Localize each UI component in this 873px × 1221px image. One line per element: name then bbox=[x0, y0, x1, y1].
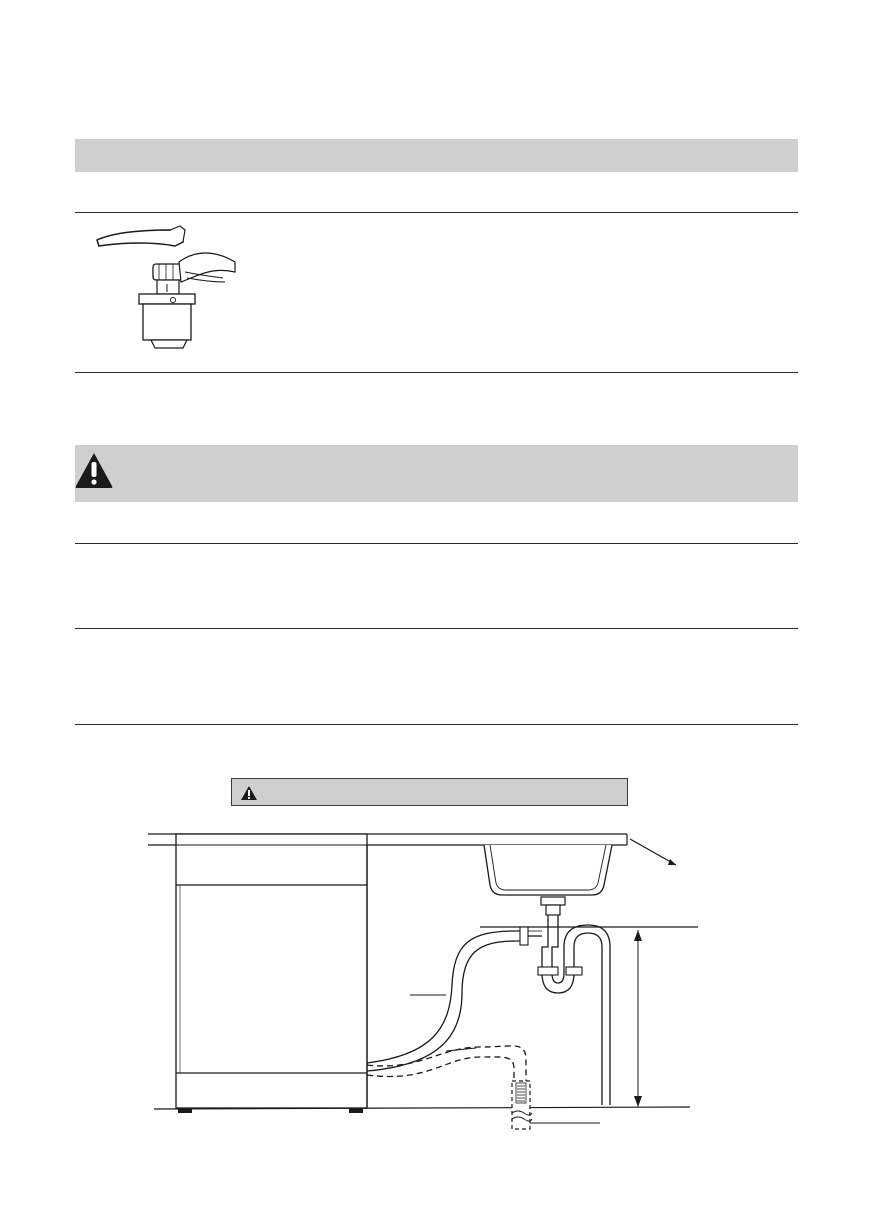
section-header-bar bbox=[75, 139, 798, 172]
warning-rule-2 bbox=[75, 628, 798, 629]
warning-header-bar bbox=[75, 445, 798, 502]
warning-rule-3 bbox=[75, 724, 798, 725]
table-rule-top bbox=[75, 212, 798, 213]
warning-rule-1 bbox=[75, 543, 798, 544]
table-rule-bottom bbox=[75, 372, 798, 373]
warning-triangle-icon bbox=[74, 451, 114, 489]
tap-connection-illustration bbox=[95, 222, 240, 352]
caution-label-box bbox=[231, 778, 628, 806]
drain-hose-installation-diagram bbox=[140, 825, 710, 1130]
warning-triangle-icon bbox=[240, 785, 258, 801]
